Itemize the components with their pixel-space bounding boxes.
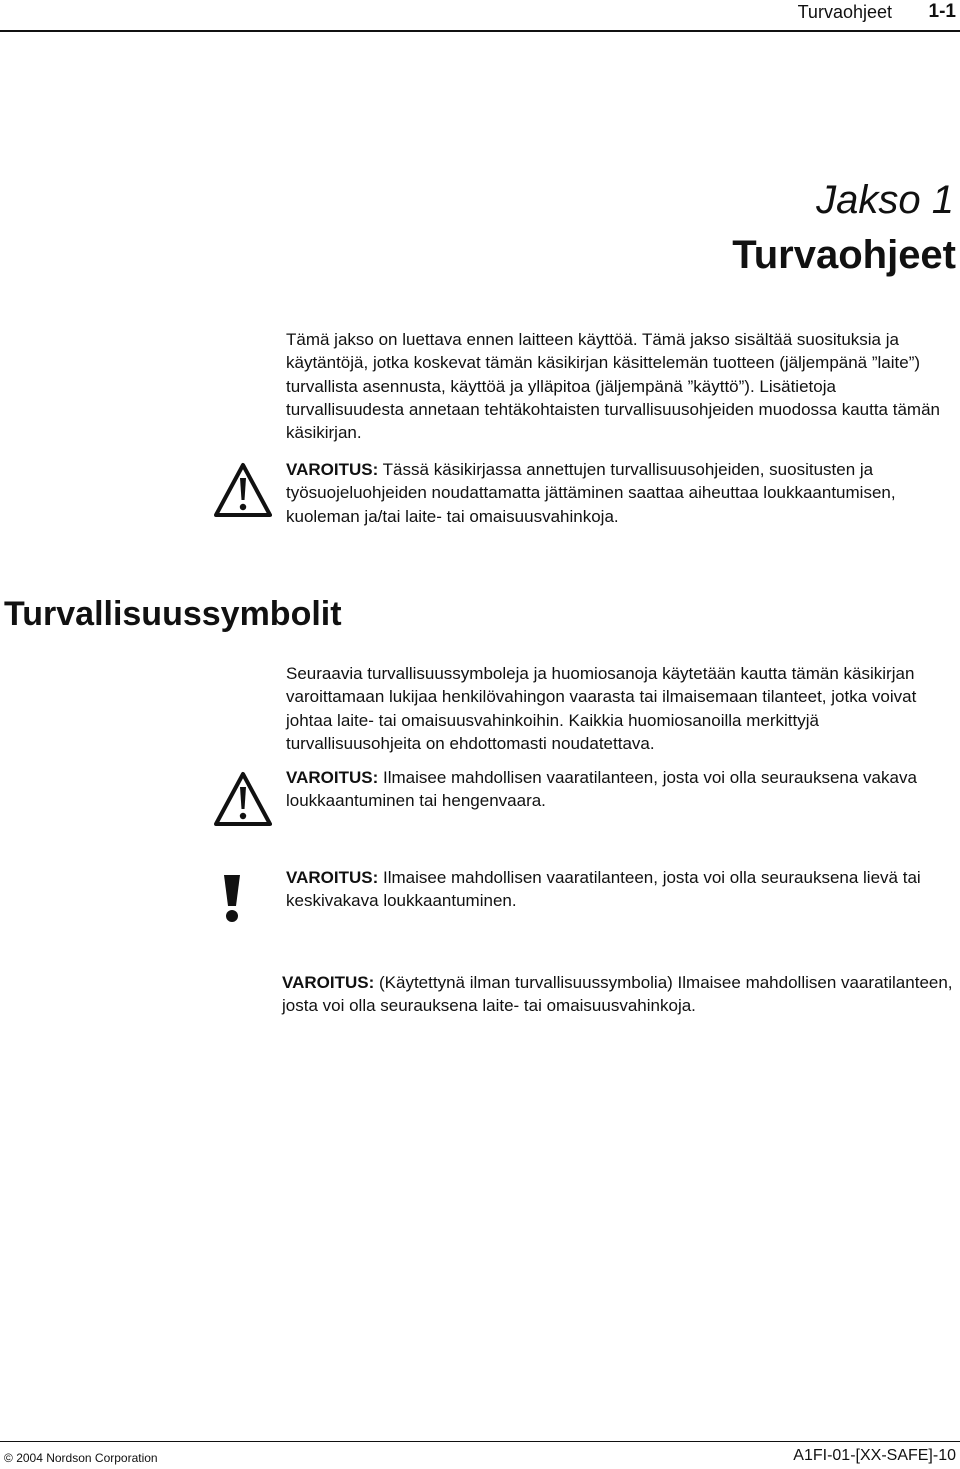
header-title: Turvaohjeet	[797, 2, 892, 22]
chapter-title: Turvaohjeet	[732, 233, 956, 277]
footer-doc-code: A1FI-01-[XX-SAFE]-10	[793, 1447, 956, 1464]
intro-paragraph: Tämä jakso on luettava ennen laitteen käyttöä. Tämä jakso sisältää suosituksia ja käytäntöjä, jotka koskevat tämän käsikirjan käsittelemän tuotteen (jäljempänä ”laite”) turvallista asennusta, käyttöä ja ylläpitoa (jäljempänä ”käyttö”). Lisätietoja turvallisuudesta annetaan tehtäkohtaisten turvallisuusohjeiden muodossa kautta tämän käsikirjan.	[286, 330, 940, 443]
warning-triangle-icon	[214, 771, 272, 827]
general-warning-label: VAROITUS:	[286, 460, 379, 479]
general-warning	[286, 458, 956, 528]
symbol-label: VAROITUS:	[286, 868, 379, 887]
symbol-text: Ilmaisee mahdollisen vaaratilanteen, josta voi olla seurauksena lievä tai keskivakava loukkaantuminen.	[286, 868, 921, 911]
exclamation-mark-icon	[214, 872, 250, 924]
header-rule	[0, 30, 960, 32]
symbol-label: VAROITUS:	[286, 768, 379, 787]
footer-rule	[0, 1441, 960, 1442]
symbol-label: VAROITUS:	[282, 973, 375, 992]
symbol-text: Ilmaisee mahdollisen vaaratilanteen, josta voi olla seurauksena vakava loukkaantuminen tai hengenvaara.	[286, 768, 917, 811]
page-header	[0, 0, 960, 30]
symbol-text: (Käytettynä ilman turvallisuussymbolia) Ilmaisee mahdollisen vaaratilanteen, josta voi olla seurauksena laite- tai omaisuusvahinkoja.	[282, 973, 953, 1016]
footer-copyright	[4, 1450, 158, 1466]
warning-triangle-icon	[214, 462, 272, 518]
copyright-text: 2004 Nordson Corporation	[16, 1451, 158, 1465]
chapter-label: Jakso 1	[816, 178, 954, 222]
section-paragraph: Seuraavia turvallisuussymboleja ja huomiosanoja käytetään kautta tämän käsikirjan varoittamaan lukijaa henkilövahingon vaarasta tai ilmaisemaan tilanteet, jotka voivat johtaa laite- tai omaisuusvahinkoihin. Kaikkia huomiosanoilla merkittyjä turvallisuusohjeita on ehdottomasti noudatettava.	[286, 664, 917, 753]
copyright-icon: ©	[4, 1451, 13, 1465]
general-warning-text: Tässä käsikirjassa annettujen turvallisuusohjeiden, suositusten ja työsuojeluohjeiden noudattamatta jättäminen saattaa aiheuttaa loukkaantumisen, kuoleman ja/tai laite- tai omaisuusvahinkoja.	[286, 460, 896, 526]
symbol-entry-minor	[286, 866, 956, 913]
section-title: Turvallisuussymbolit	[4, 595, 342, 633]
header-page-number: 1-1	[928, 1, 956, 22]
symbol-entry-serious	[286, 766, 956, 813]
symbol-entry-property	[282, 971, 956, 1018]
